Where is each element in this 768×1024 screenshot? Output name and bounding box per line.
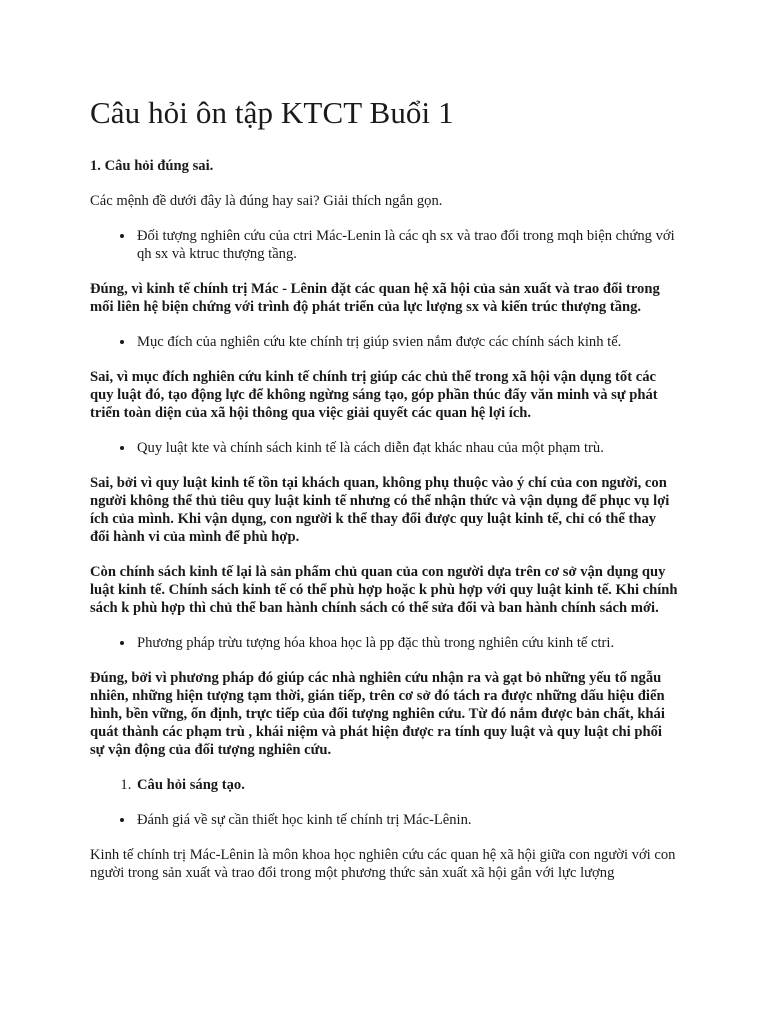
answer-paragraph: Đúng, vì kinh tế chính trị Mác - Lênin đặt các quan hệ xã hội của sản xuất và trao đổi trong mối liên hệ biện chứng với trình độ phát triển của lực lượng sx và kiến trúc thượng tầng.	[90, 281, 660, 316]
bullet-list	[90, 227, 678, 263]
body-paragraph: Kinh tế chính trị Mác-Lênin là môn khoa học nghiên cứu các quan hệ xã hội giữa con người với con người trong sản xuất và trao đổi trong một phương thức sản xuất xã hội gắn với lực lượng	[90, 847, 676, 882]
section-intro: Các mệnh đề dưới đây là đúng hay sai? Giải thích ngắn gọn.	[90, 193, 443, 210]
bullet-list	[90, 811, 678, 829]
answer-paragraph: Sai, bởi vì quy luật kinh tế tồn tại khách quan, không phụ thuộc vào ý chí của con người, con người không thể thủ tiêu quy luật kinh tế nhưng có thể nhận thức và vận dụng để phục vụ lợi ích của mình. Khi vận dụng, con người k thể thay đổi được quy luật kinh tế, chỉ có thể thay đổi hành vi của mình để phù hợp.	[90, 475, 670, 546]
numbered-list	[90, 776, 678, 794]
statement-item: • Quy luật kte và chính sách kinh tế là cách diễn đạt khác nhau của một phạm trù.	[135, 439, 678, 457]
statement-item: • Đối tượng nghiên cứu của ctri Mác-Lenin là các qh sx và trao đổi trong mqh biện chứng với qh sx và ktruc thượng tầng.	[135, 227, 678, 263]
answer-paragraph: Sai, vì mục đích nghiên cứu kinh tế chính trị giúp các chủ thể trong xã hội vận dụng tốt các quy luật đó, tạo động lực để không ngừng sáng tạo, góp phần thúc đẩy văn minh và sự phát triển toàn diện của xã hội thông qua việc giải quyết các quan hệ lợi ích.	[90, 369, 658, 422]
bullet-list	[90, 333, 678, 351]
answer-paragraph: Đúng, bởi vì phương pháp đó giúp các nhà nghiên cứu nhận ra và gạt bỏ những yếu tố ngẫu nhiên, những hiện tượng tạm thời, gián tiếp, trên cơ sở đó tách ra được những dấu hiệu điển hình, bền vững, ổn định, trực tiếp của đối tượng nghiên cứu. Từ đó nắm được bản chất, khái quát thành các phạm trù , khái niệm và phát hiện được ra tính quy luật và quy luật chi phối sự vận động của đối tượng nghiên cứu.	[90, 670, 665, 759]
statement-item: • Đánh giá về sự cần thiết học kinh tế chính trị Mác-Lênin.	[135, 811, 678, 829]
statement-item: • Phương pháp trừu tượng hóa khoa học là pp đặc thù trong nghiên cứu kinh tế ctri.	[135, 634, 678, 652]
bullet-list	[90, 634, 678, 652]
section-heading: 1. Câu hỏi đúng sai.	[90, 158, 214, 175]
answer-paragraph: Còn chính sách kinh tế lại là sản phẩm chủ quan của con người dựa trên cơ sở vận dụng quy luật kinh tế. Chính sách kinh tế có thể phù hợp hoặc k phù hợp với quy luật kinh tế. Khi chính sách k phù hợp thì chủ thể ban hành chính sách có thể sửa đổi và ban hành chính sách mới.	[90, 564, 678, 617]
bullet-list	[90, 439, 678, 457]
statement-item: • Mục đích của nghiên cứu kte chính trị giúp svien nắm được các chính sách kinh tế.	[135, 333, 678, 351]
page-title: Câu hỏi ôn tập KTCT Buổi 1	[90, 95, 454, 130]
section-heading: 1. Câu hỏi sáng tạo.	[135, 776, 678, 794]
